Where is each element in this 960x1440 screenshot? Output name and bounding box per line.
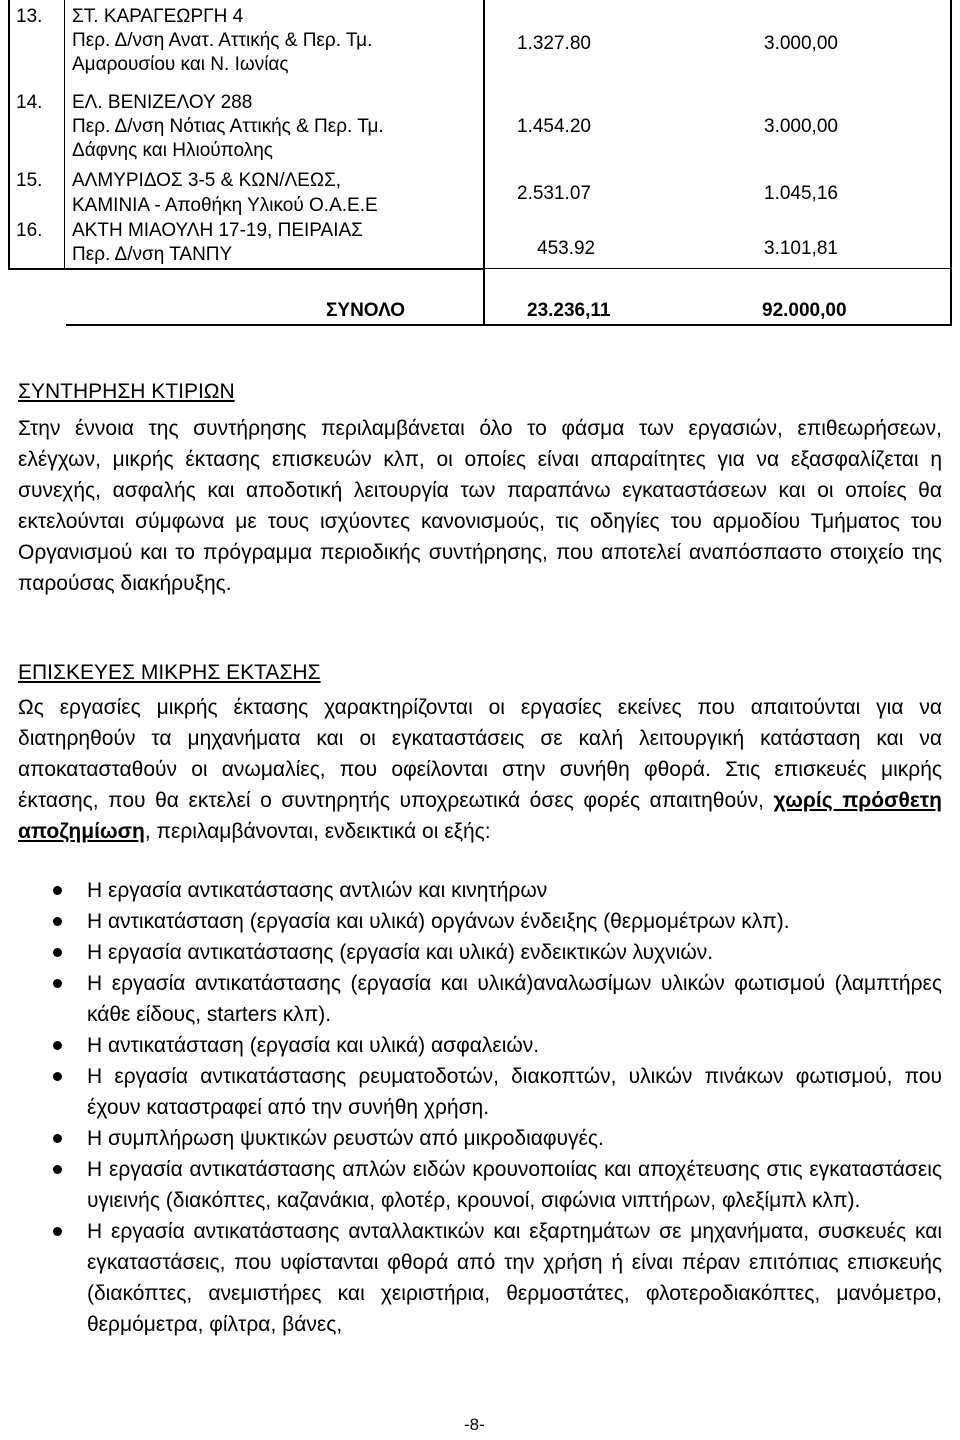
table-row-address: ΑΚΤΗ ΜΙΑΟΥΛΗ 17-19, ΠΕΙΡΑΙΑΣ: [72, 220, 363, 241]
table-row-address: ΑΛΜΥΡΙΔΟΣ 3-5 & ΚΩΝ/ΛΕΩΣ,: [72, 170, 342, 191]
list-item-text: Η συμπλήρωση ψυκτικών ρευστών από μικροδιαφυγές.: [87, 1127, 604, 1150]
bullet-icon: [53, 1134, 62, 1143]
repairs-paragraph: [18, 692, 942, 847]
no-extra-compensation-emphasis: χωρίς πρόσθετη αποζημίωση: [18, 789, 942, 843]
table-row-number: 13.: [16, 6, 43, 27]
repair-items-list: [0, 875, 942, 1340]
list-item: [0, 968, 942, 1030]
table-row-office-cont: Δάφνης και Ηλιούπολης: [72, 140, 273, 161]
total-label: ΣΥΝΟΛΟ: [326, 300, 406, 321]
table-row-office: Περ. Δ/νση Ανατ. Αττικής & Περ. Τμ.: [72, 30, 373, 51]
list-item-text: Η εργασία αντικατάστασης (εργασία και υλικά) ενδεικτικών λυχνιών.: [87, 941, 714, 964]
list-item: [0, 1030, 942, 1061]
table-row-amount: 3.000,00: [764, 33, 838, 54]
list-item-text: Η εργασία αντικατάστασης αντλιών και κινητήρων: [87, 879, 548, 902]
list-item-text: Η αντικατάσταση (εργασία και υλικά) οργάνων ένδειξης (θερμομέτρων κλπ).: [87, 910, 790, 933]
maintenance-heading: ΣΥΝΤΗΡΗΣΗ ΚΤΙΡΙΩΝ: [18, 380, 235, 403]
table-row-amount: 3.101,81: [764, 238, 838, 259]
list-item: [0, 1061, 942, 1123]
list-item-text: Η εργασία αντικατάστασης (εργασία και υλικά)αναλωσίμων υλικών φωτισμού (λαμπτήρες κάθε είδους, starters κλπ).: [87, 972, 942, 1026]
table-row-office: ΚΑΜΙΝΙΑ - Αποθήκη Υλικού Ο.Α.Ε.Ε: [72, 195, 378, 216]
table-row-office-cont: Αμαρουσίου και Ν. Ιωνίας: [72, 54, 289, 75]
table-row-area: 453.92: [537, 238, 596, 259]
bullet-icon: [53, 917, 62, 926]
list-item: [0, 906, 942, 937]
page-number: -8-: [464, 1415, 485, 1434]
bullet-icon: [53, 948, 62, 957]
table-row-area: 2.531.07: [517, 183, 591, 204]
table-row-address: ΕΛ. ΒΕΝΙΖΕΛΟΥ 288: [72, 92, 253, 113]
list-item-text: Η εργασία αντικατάστασης ρευματοδοτών, διακοπτών, υλικών πινάκων φωτισμού, που έχουν καταστραφεί από την συνήθη χρήση.: [87, 1065, 942, 1119]
table-row-office: Περ. Δ/νση ΤΑΝΠΥ: [72, 244, 233, 265]
table-row-area: 1.454.20: [517, 116, 591, 137]
list-item: [0, 875, 942, 906]
total-area: 23.236,11: [527, 300, 611, 321]
table-row-amount: 1.045,16: [764, 183, 838, 204]
bullet-icon: [53, 979, 62, 988]
list-item-text: Η εργασία αντικατάστασης ανταλλακτικών και εξαρτημάτων σε μηχανήματα, συσκευές και εγκαταστάσεις, που υφίστανται φθορά από την χρήση ή είναι πέραν επιτόπιας επισκευής (διακόπτες, ανεμιστήρες και χειριστήρια, θερμοστάτες, φλοτεροδιακόπτες, μανόμετρο, θερμόμετρα, φίλτρα, βάνες,: [87, 1220, 942, 1336]
table-row-number: 14.: [16, 92, 43, 113]
list-item: [0, 1216, 942, 1340]
repairs-paragraph-part1: Ως εργασίες μικρής έκτασης χαρακτηρίζονται οι εργασίες εκείνες που απαιτούνται για να διατηρηθούν τα μηχανήματα και οι εγκαταστάσεις σε καλή λειτουργική κατάσταση και να αποκατασταθούν οι ανωμαλίες, που οφείλονται στην συνήθη φθορά. Στις επισκευές μικρής έκτασης, που θα εκτελεί ο συντηρητής υποχρεωτικά όσες φορές απαιτηθούν,: [18, 696, 942, 812]
table-row-number: 16.: [16, 220, 43, 241]
table-row-address: ΣΤ. ΚΑΡΑΓΕΩΡΓΗ 4: [72, 6, 244, 27]
maintenance-paragraph: Στην έννοια της συντήρησης περιλαμβάνεται όλο το φάσμα των εργασιών, επιθεωρήσεων, ελέγχων, μικρής έκτασης επισκευών κλπ, οι οποίες είναι απαραίτητες για να εξασφαλίζεται η συνεχής, ασφαλής και αποδοτική λειτουργία των παραπάνω εγκαταστάσεων και οι οποίες θα εκτελούνται σύμφωνα με τους ισχύοντες κανονισμούς, τις οδηγίες του αρμοδίου Τμήματος του Οργανισμού και το πρόγραμμα περιοδικής συντήρησης, που αποτελεί αναπόσπαστο στοιχείο της παρούσας διακήρυξης.: [18, 417, 942, 595]
table-row-amount: 3.000,00: [764, 116, 838, 137]
table-row-office: Περ. Δ/νση Νότιας Αττικής & Περ. Τμ.: [72, 116, 384, 137]
list-item-text: Η εργασία αντικατάστασης απλών ειδών κρουνοποιίας και αποχέτευσης στις εγκαταστάσεις υγιεινής (διακόπτες, καζανάκια, φλοτέρ, κρουνοί, σιφώνια νιπτήρων, φλεξίμπλ κλπ).: [87, 1158, 942, 1212]
list-item: [0, 937, 942, 968]
repairs-heading: ΕΠΙΣΚΕΥΕΣ ΜΙΚΡΗΣ ΕΚΤΑΣΗΣ: [18, 661, 321, 684]
bullet-icon: [53, 1165, 62, 1174]
table-row-number: 15.: [16, 170, 43, 191]
repairs-paragraph-part2: , περιλαμβάνονται, ενδεικτικά οι εξής:: [144, 820, 491, 843]
list-item: [0, 1123, 942, 1154]
total-amount: 92.000,00: [762, 300, 847, 321]
list-item-text: Η αντικατάσταση (εργασία και υλικά) ασφαλειών.: [87, 1034, 540, 1057]
list-item: [0, 1154, 942, 1216]
bullet-icon: [53, 1227, 62, 1236]
table-row-area: 1.327.80: [517, 33, 591, 54]
bullet-icon: [53, 1072, 62, 1081]
bullet-icon: [53, 1041, 62, 1050]
bullet-icon: [53, 886, 62, 895]
